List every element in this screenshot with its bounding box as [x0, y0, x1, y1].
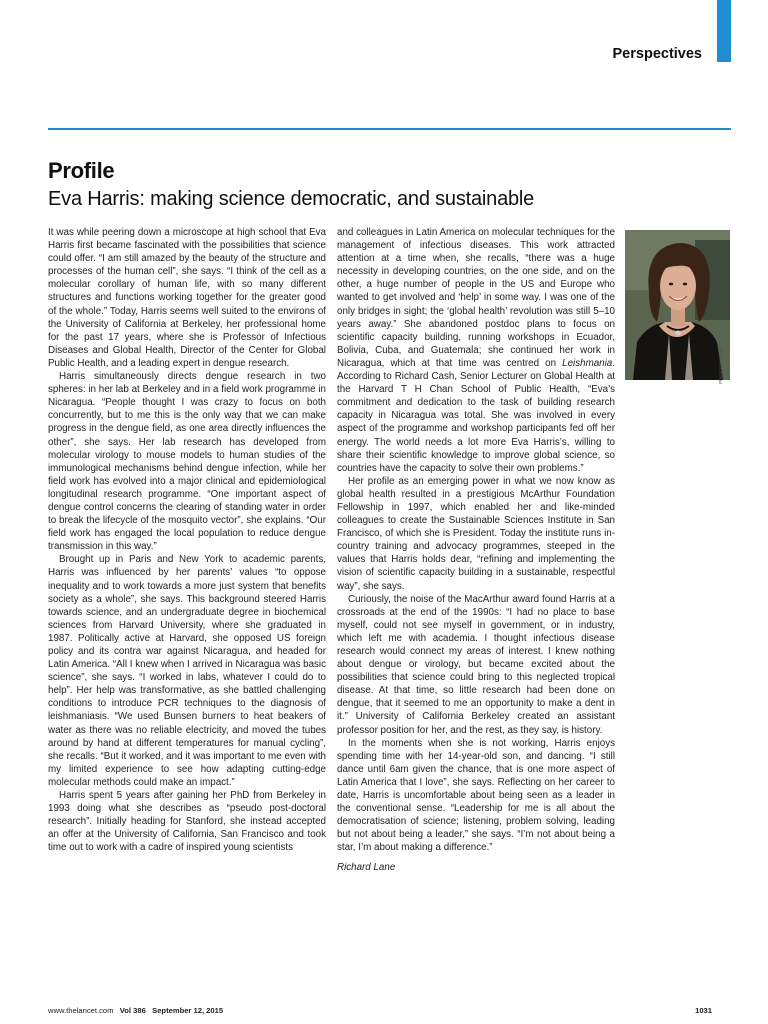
paragraph: Curiously, the noise of the MacArthur award found Harris at a crossroads at the end of the 1990s: “I had no place to base myself, could not see myself in government, or in industry, which left me with academia. I thought infectious disease research would connect my areas of interest. I knew nothing about dengue or virology, but became excited about the possibilities that science could bring to this neglected tropical disease. At that time, so little research had been done on dengue, that it seemed to me an opportunity to make a dent in it.” University of California Berkeley created an assistant professor position for her, and the rest, as they say, is history. [337, 593, 615, 736]
paragraph: Brought up in Paris and New York to academic parents, Harris was influenced by her parents’ values “to oppose inequality and to work towards a more just system that benefits society as a whole”, she says. This background steered Harris towards science, and an undergraduate degree in biochemical sciences from Harvard University, where she graduated in 1987. Politically active at Harvard, she opposed US foreign policy and its contra war against Nicaragua, and headed for Latin America. “All I knew when I arrived in Nicaragua was basic science”, she says. “I worked in labs, whatever I could do to help”. Her help was transformative, as she battled challenging conditions to introduce PCR techniques to the diagnosis of leishmaniasis. “We used Bunsen burners to heat beakers of water as there was no reliable electricity, and moved the tubes around by hand at different temperatures for manual cycling”, she recalls. “But it worked, and it was important to me even with my limited experience to see how adapting cutting-edge molecular methods could make an impact.” [48, 554, 326, 788]
article-column-1 [48, 226, 326, 855]
photo-credit: Photo/Jorge Amat [718, 347, 723, 384]
paragraph: Her profile as an emerging power in what we now know as global health resulted in a prestigious McArthur Foundation Fellowship in 1997, which enabled her and like-minded colleagues to create the Sustainable Sciences Institute in San Francisco, of which she is President. Today the institute runs in-country training and advocacy programmes, steeped in the values that Harris holds dear, “refining and implementing the vision of scientific capacity building in a sustainable, respectful way”, she says. [337, 475, 615, 592]
accent-bar [717, 0, 731, 62]
footer [48, 1006, 223, 1015]
paragraph: In the moments when she is not working, Harris enjoys spending time with her 14-year-old son, and dancing. “I still dance until 6am given the chance, that is one more aspect of Latin America that I love”, she says. Reflecting on her career to date, Harris is uncomfortable about being seen as a leader in the conventional sense. “Leadership for me is all about the democratisation of science; listening, problem solving, leading but not about being a leader,” she says. “I’m not about being a star, I’m about making a difference.” [337, 737, 615, 854]
article-title: Eva Harris: making science democratic, and sustainable [48, 188, 535, 210]
article-kicker: Profile [48, 158, 115, 183]
paragraph: Harris simultaneously directs dengue research in two spheres: in her lab at Berkeley and in a field work programme in Nicaragua. “People thought I was crazy to focus on both concurrently, but to me this is the only way that we can make progress in the dengue field, as one area directly influences the other”, she says. Her lab research has developed from molecular virology to mouse models to human studies of the immunological mechanisms behind dengue infection, while her field work has evolved into a major clinical and epidemiological longitudinal research programme. “One important aspect of dengue control concerns the clearing of standing water in order to break the lifecycle of the mosquito vector”, she explains. “Our field work has engaged the local population to reduce dengue transmission in this way.” [48, 371, 326, 553]
section-label: Perspectives [612, 46, 702, 62]
footer-date: September 12, 2015 [152, 1006, 224, 1015]
header-rule [48, 128, 731, 130]
portrait-photo [625, 230, 730, 380]
article-column-2 [337, 226, 615, 874]
italic-term: Leishmania [562, 357, 613, 369]
footer-volume: Vol 386 [119, 1006, 146, 1015]
paragraph-text: . According to Richard Cash, Senior Lecturer on Global Health at the Harvard T H Chan School of Public Health, “Eva’s commitment and dedication to the task of building research capacity in Nicaragua was total. She was involved in every aspect of the programme and workshop participants fed off her energy. The world needs a lot more Eva Harris’s, willing to share their scientific knowledge to improve global science, so countries have the capacity to solve their own problems.” [337, 357, 615, 474]
page-number: 1031 [695, 1006, 712, 1015]
footer-site-link[interactable]: www.thelancet.com [48, 1006, 114, 1015]
byline: Richard Lane [337, 861, 396, 873]
paragraph: It was while peering down a microscope at high school that Eva Harris first became fascinated with the possibilities that science could offer. “I am still amazed by the beauty of the structure and processes of the human cell”, she says. “I think of the cell as a molecular corollary of human life, with so many different structures and functions working together for the greater good of the whole.” Today, Harris seems well suited to the environs of the University of California at Berkeley, her professional home for the past 17 years, where she is Professor of Infectious Diseases and Global Health, Director of the Center for Global Public Health, and a leading expert in dengue research. [48, 227, 326, 369]
paragraph-text: and colleagues in Latin America on molecular techniques for the management of infectious diseases. This work attracted attention at a time when, she recalls, “there was a huge necessity in developing countries, on the one side, and on the other, a huge number of people in the US and Europe who wanted to get involved and ‘help’ in some way. I was one of the only bridges in sight; the ‘global health’ revolution was still 5–10 years away.” She abandoned postdoc plans to focus on scientific capacity building, running workshops in Ecuador, Bolivia, Cuba, and Guatemala; she continued her work in Nicaragua, which at that time was centred on [337, 227, 615, 369]
paragraph: Harris spent 5 years after gaining her PhD from Berkeley in 1993 doing what she describes as “pseudo post-doctoral research”. Initially heading for Stanford, she instead accepted an offer at the University of California, San Francisco and took time out to work with a cadre of inspired young scientists [48, 790, 326, 854]
paragraph [337, 226, 615, 475]
